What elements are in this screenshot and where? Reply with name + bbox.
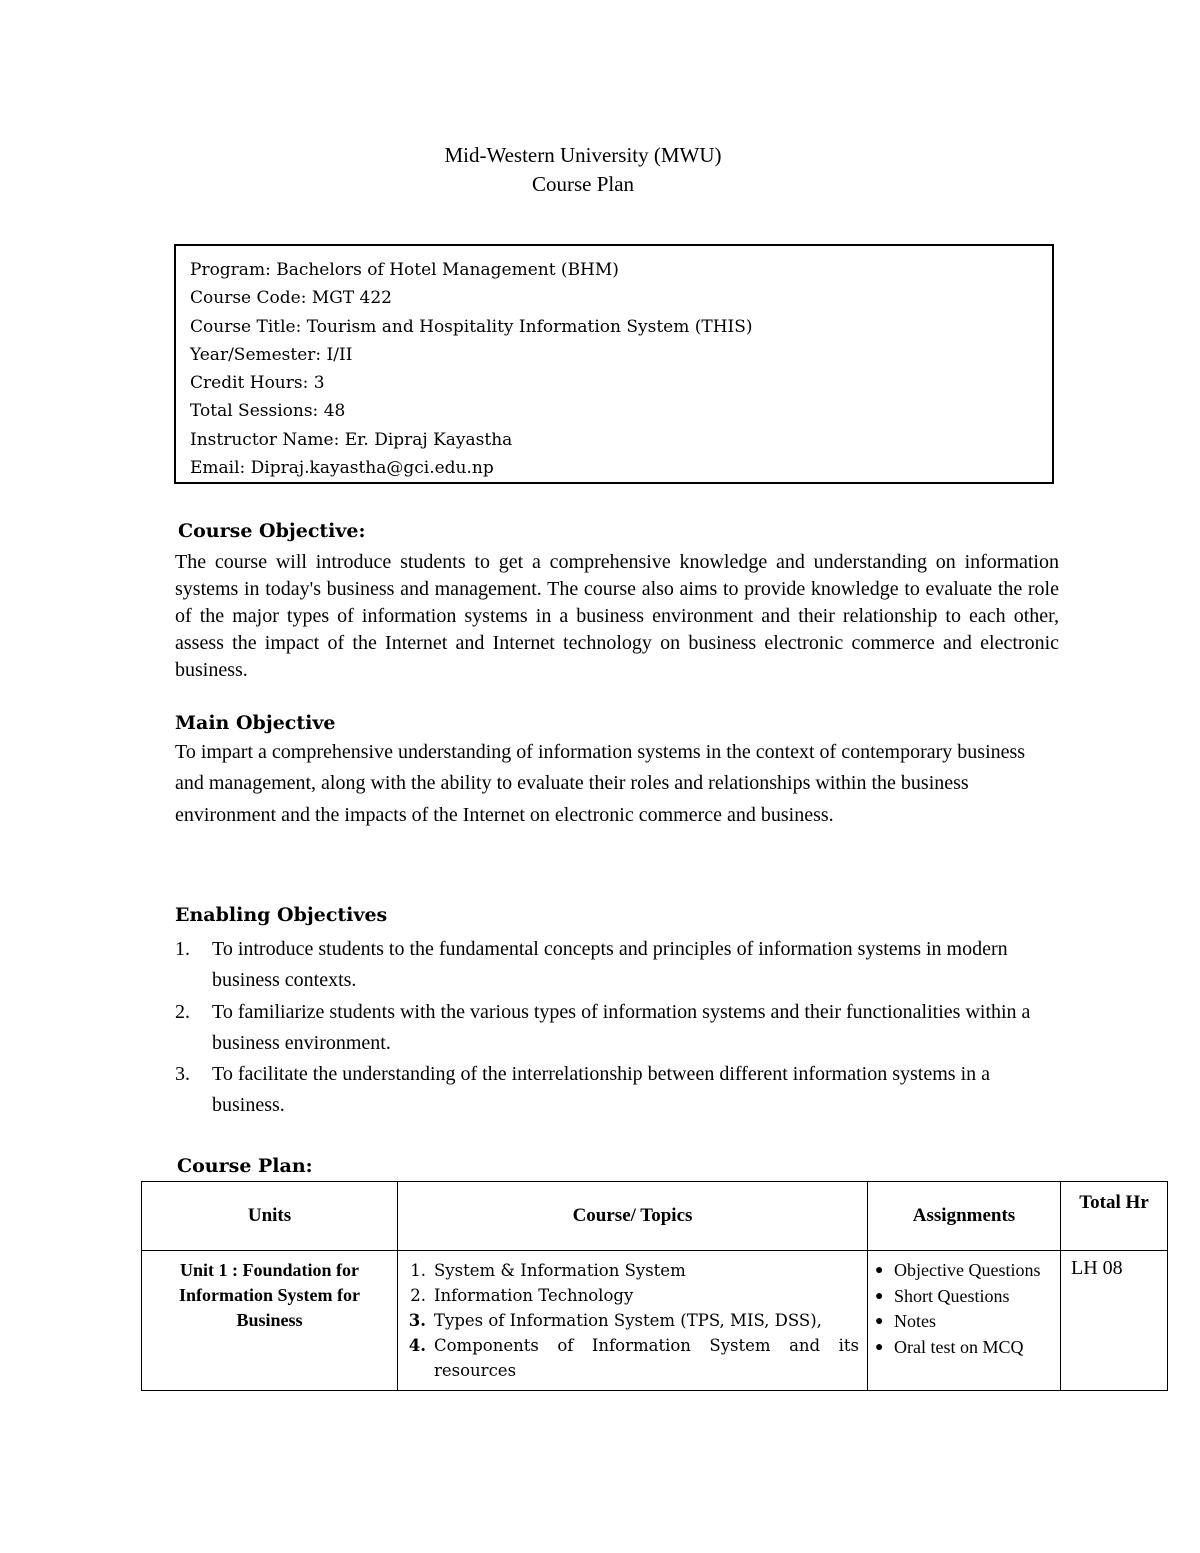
- list-item: [410, 1258, 859, 1283]
- university-name: Mid-Western University (MWU): [444, 143, 722, 167]
- list-item: [875, 1335, 1056, 1361]
- list-number: 1.: [410, 1261, 426, 1280]
- header-topics: Course/ Topics: [398, 1182, 868, 1251]
- list-item: [875, 1309, 1056, 1335]
- topic-text: Types of Information System (TPS, MIS, DSS),: [434, 1311, 822, 1330]
- total-sessions-line: Total Sessions: 48: [190, 401, 346, 422]
- list-number: 2.: [175, 1000, 190, 1023]
- email-line: Email: Dipraj.kayastha@gci.edu.np: [190, 458, 494, 479]
- header-total-hr: Total Hr: [1061, 1182, 1168, 1251]
- bullet-icon: ●: [875, 1288, 884, 1304]
- total-hours: LH 08: [1061, 1251, 1168, 1391]
- list-text: To facilitate the understanding of the interrelationship between different information systems in a business.: [212, 1063, 990, 1117]
- topic-text: System & Information System: [434, 1261, 686, 1280]
- topics-cell: [398, 1251, 868, 1391]
- topic-text: Information Technology: [434, 1286, 634, 1305]
- topics-list: [398, 1251, 867, 1383]
- main-objective-text: To impart a comprehensive understanding of information systems in the context of contemporary business and management, along with the ability to evaluate their roles and relationships within the business environment and the impacts of the Internet on electronic commerce and business.: [175, 741, 1026, 826]
- assignments-cell: [868, 1251, 1061, 1391]
- year-semester-line: Year/Semester: I/II: [190, 344, 353, 365]
- header-units: Units: [142, 1182, 398, 1251]
- list-text: To introduce students to the fundamental concepts and principles of information systems in modern business contexts.: [212, 938, 1008, 992]
- list-item: [410, 1283, 859, 1308]
- list-item: [875, 1284, 1056, 1310]
- course-plan-table: [141, 1181, 1168, 1391]
- unit-name: Unit 1 : Foundation for Information System for Business: [142, 1251, 398, 1391]
- table-header-row: [142, 1182, 1168, 1251]
- table-row: [142, 1251, 1168, 1391]
- course-objective-text: The course will introduce students to get a comprehensive knowledge and understanding on information systems in today's business and management. The course also aims to provide knowledge to evaluate the role of the major types of information systems in a business environment and their relationship to each other, assess the impact of the Internet and Internet technology on business electronic commerce and electronic business.: [175, 551, 1059, 681]
- list-number: 4.: [408, 1336, 426, 1355]
- list-item: [175, 1059, 1055, 1122]
- list-item: [875, 1258, 1056, 1284]
- topic-text: Components of Information System and its resources: [434, 1336, 859, 1380]
- document-title: Course Plan: [531, 172, 635, 196]
- enabling-objectives-heading: Enabling Objectives: [175, 904, 388, 926]
- course-plan-heading: Course Plan:: [177, 1155, 313, 1177]
- assignment-text: Short Questions: [894, 1285, 1010, 1306]
- bullet-icon: ●: [875, 1314, 884, 1329]
- list-number: 1.: [175, 938, 190, 960]
- bullet-icon: ●: [875, 1263, 884, 1278]
- credit-hours-line: Credit Hours: 3: [190, 373, 325, 394]
- course-code-line: Course Code: MGT 422: [190, 288, 392, 309]
- list-number: 2.: [410, 1286, 426, 1305]
- program-line: Program: Bachelors of Hotel Management (BHM): [190, 260, 619, 280]
- main-objective-heading: Main Objective: [175, 712, 336, 734]
- list-number: 3.: [408, 1311, 426, 1330]
- enabling-objectives-list: [175, 934, 1055, 1122]
- assignments-list: [868, 1251, 1060, 1360]
- list-text: To familiarize students with the various types of information systems and their functionalities within a business environment.: [212, 1000, 1031, 1054]
- course-title-line: Course Title: Tourism and Hospitality Information System (THIS): [190, 316, 753, 337]
- list-item: [175, 934, 1055, 997]
- assignment-text: Notes: [894, 1311, 936, 1331]
- list-item: [408, 1308, 859, 1333]
- list-item: [408, 1333, 859, 1383]
- list-item: [175, 997, 1055, 1060]
- bullet-icon: ●: [875, 1339, 884, 1355]
- assignment-text: Oral test on MCQ: [894, 1336, 1024, 1357]
- assignment-text: Objective Questions: [894, 1260, 1041, 1280]
- header-assignments: Assignments: [868, 1182, 1061, 1251]
- list-number: 3.: [175, 1063, 190, 1086]
- course-objective-heading: Course Objective:: [178, 520, 366, 542]
- course-info-box: [174, 244, 1054, 484]
- instructor-line: Instructor Name: Er. Dipraj Kayastha: [190, 429, 513, 450]
